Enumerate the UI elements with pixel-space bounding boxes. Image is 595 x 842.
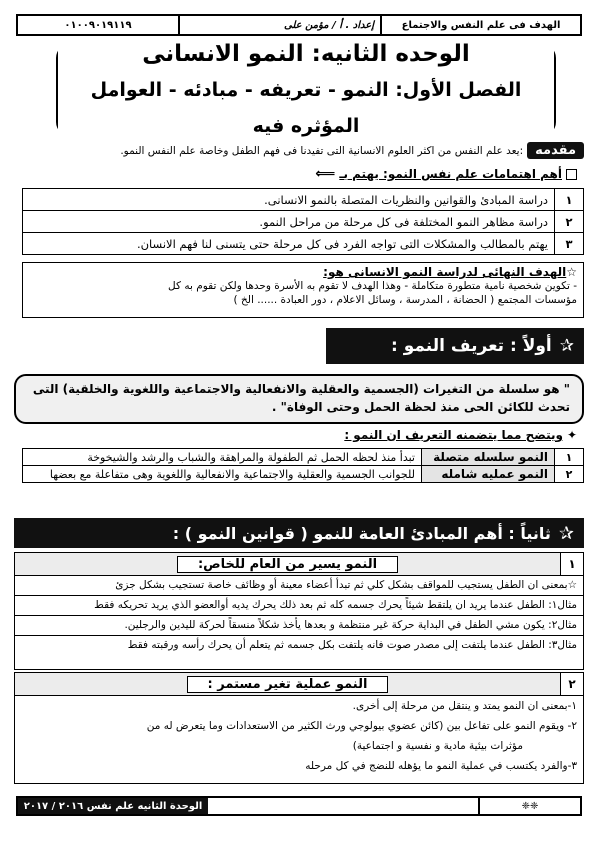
- checkbox-icon: [566, 169, 577, 180]
- principle-line: مؤثرات بيئية مادية و نفسية و اجتماعية): [352, 740, 523, 752]
- goal-box: [22, 262, 584, 318]
- implies-table: [22, 448, 584, 483]
- header-author: إعداد . أ / مؤمن على: [178, 16, 380, 34]
- principle-line: مثال٣: الطفل عندما يلتفت إلى مصدر صوت فانه يلتفت بكل جسمه ثم يتعلم أن يحرك رأسه ورقبته فقط: [127, 639, 577, 651]
- goal-heading: ☆الهدف النهائى لدراسة النمو الانسانى هو:: [323, 265, 577, 279]
- page-footer: [16, 796, 582, 816]
- principle-line: ☆بمعنى ان الطفل يستجيب للمواقف بشكل كلي ثم تبدأ أعضاء معينة أو وظائف خاصة تستجيب بشكل جزئ: [15, 576, 583, 596]
- principle-general-to-specific: ١ النمو يسير من العام للخاص: ☆بمعنى ان الطفل يستجيب للمواقف بشكل كلي ثم تبدأ أعضاء معينة أو وظائف خاصة تستجيب بشكل جزئ مثال١: الطفل عندما يريد ان يلتقط شيئاً يحرك جسمه كله ثم بعد ذلك يحرك يديه أوالعضو الذي يريد تحريكه فقط مثال٢: يكون مشي الطفل في البداية حركة غير منتظمة و بعدها يأخذ شكلاً منسقاً لحركة لليدين والرجلين. مثال٣: الطفل عندما يلتفت إلى مصدر صوت فانه يلتفت بكل جسمه ثم يتعلم أن يحرك رأسه ورقبته فقط: [14, 552, 584, 670]
- table-row: ٢ دراسة مظاهر النمو المختلفة فى كل مرحلة من مراحل النمو.: [23, 211, 584, 233]
- intro-text: :يعد علم النفس من اكثر العلوم الانسانية التى تفيدنا فى فهم الطفل وخاصة علم النفس النمو.: [120, 144, 524, 157]
- ornament-icon: ❈❈: [478, 798, 580, 814]
- arrow-left-icon: ⟸: [315, 166, 336, 182]
- definition-line: تحدث للكائن الحى منذ لحظة الحمل وحتى الوفاة" .: [271, 400, 570, 414]
- implies-heading: ✦ ويتضح مما يتضمنه التعريف ان النمو :: [344, 428, 577, 442]
- principle-line: مثال١: الطفل عندما يريد ان يلتقط شيئاً يحرك جسمه كله ثم بعد ذلك يحرك يديه أوالعضو الذي يريد تحريكه فقط: [15, 596, 583, 616]
- title-box: [56, 41, 556, 137]
- intro: [14, 142, 584, 159]
- goal-line: مؤسسات المجتمع ( الحضانة ، المدرسة ، وسائل الاعلام ، دور العبادة ...... الخ ): [233, 294, 577, 306]
- header-subject: الهدف فى علم النفس والاجتماع: [380, 16, 580, 34]
- section-banner-principles: ✰ ثانياً : أهم المبادئ العامة للنمو ( قوانين النمو ) :: [14, 518, 584, 548]
- star-icon: ✰: [559, 336, 574, 356]
- unit-title: الوحده الثانيه: النمو الانسانى: [142, 41, 470, 67]
- goal-line: - تكوين شخصية نامية متطورة متكاملة - وهذا الهدف لا تقوم به الأسرة وحدها ولكن تقوم به كل: [168, 280, 577, 292]
- chapter-title: الفصل الأول: النمو - تعريفه - مبادئه - العوامل المؤثره فيه: [90, 79, 522, 137]
- table-row: ١ دراسة المبادئ والقوانين والنظريات المتصلة بالنمو الانسانى.: [23, 189, 584, 211]
- star-icon: ☆: [566, 265, 577, 279]
- principle-line: ٢- ويقوم النمو على تفاعل بين (كائن عضوي بيولوجي ورث الكثير من الاستعدادات وما يتعرض له من: [146, 720, 577, 732]
- header-phone: ٠١٠٠٩٠١٩١١٩: [64, 19, 132, 31]
- definition-box: [14, 374, 584, 424]
- definition-line: " هو سلسلة من التغيرات (الجسمية والعقلية والانفعالية والاجتماعية واللغوية والخلقية) التى: [32, 382, 570, 396]
- interests-heading: أهم اهتمامات علم نفس النمو: يهتم بـ ⟸: [230, 166, 577, 182]
- page-header: [16, 14, 582, 36]
- star-icon: ✰: [558, 522, 574, 544]
- table-row: ١ النمو سلسله متصلة تبدأ منذ لحظه الحمل ثم الطفولة والمراهقة والشباب والرشد والشيخوخة: [23, 449, 584, 466]
- principle-continuous-change: ٢ النمو عملية تغير مستمر : ١-بمعنى ان النمو يمتد و ينتقل من مرحلة إلى أخرى. ٢- ويقوم النمو على تفاعل بين (كائن عضوي بيولوجي ورث الكثير من الاستعدادات وما يتعرض له من مؤثرات بيئية مادية و نفسية و اجتماعية) ٣-والفرد يكتسب في عملية النمو ما يؤهله للنضج في كل مرحله: [14, 672, 584, 784]
- interests-table: [22, 188, 584, 255]
- table-row: ٣ يهتم بالمطالب والمشكلات التى تواجه الفرد فى كل مرحلة حتى يتسنى لنا فهم الانسان.: [23, 233, 584, 255]
- principle-line: ٣-والفرد يكتسب في عملية النمو ما يؤهله للنضج في كل مرحله: [305, 760, 577, 772]
- footer-unit: الوحدة الثانيه علم نفس ٢٠١٦ / ٢٠١٧: [18, 798, 208, 814]
- intro-tag: مقدمه: [527, 142, 584, 159]
- table-row: ٢ النمو عمليه شامله للجوانب الجسمية والعقلية والاجتماعية والانفعالية واللغوية وهى متفاعلة مع بعضها: [23, 466, 584, 483]
- diamond-icon: ✦: [566, 428, 577, 442]
- principle-line: مثال٢: يكون مشي الطفل في البداية حركة غير منتظمة و بعدها يأخذ شكلاً منسقاً لحركة لليدين والرجلين.: [15, 616, 583, 636]
- section-banner-definition: ✰ أولاً : تعريف النمو :: [326, 328, 584, 364]
- principle-line: ١-بمعنى ان النمو يمتد و ينتقل من مرحلة إلى أخرى.: [352, 700, 577, 712]
